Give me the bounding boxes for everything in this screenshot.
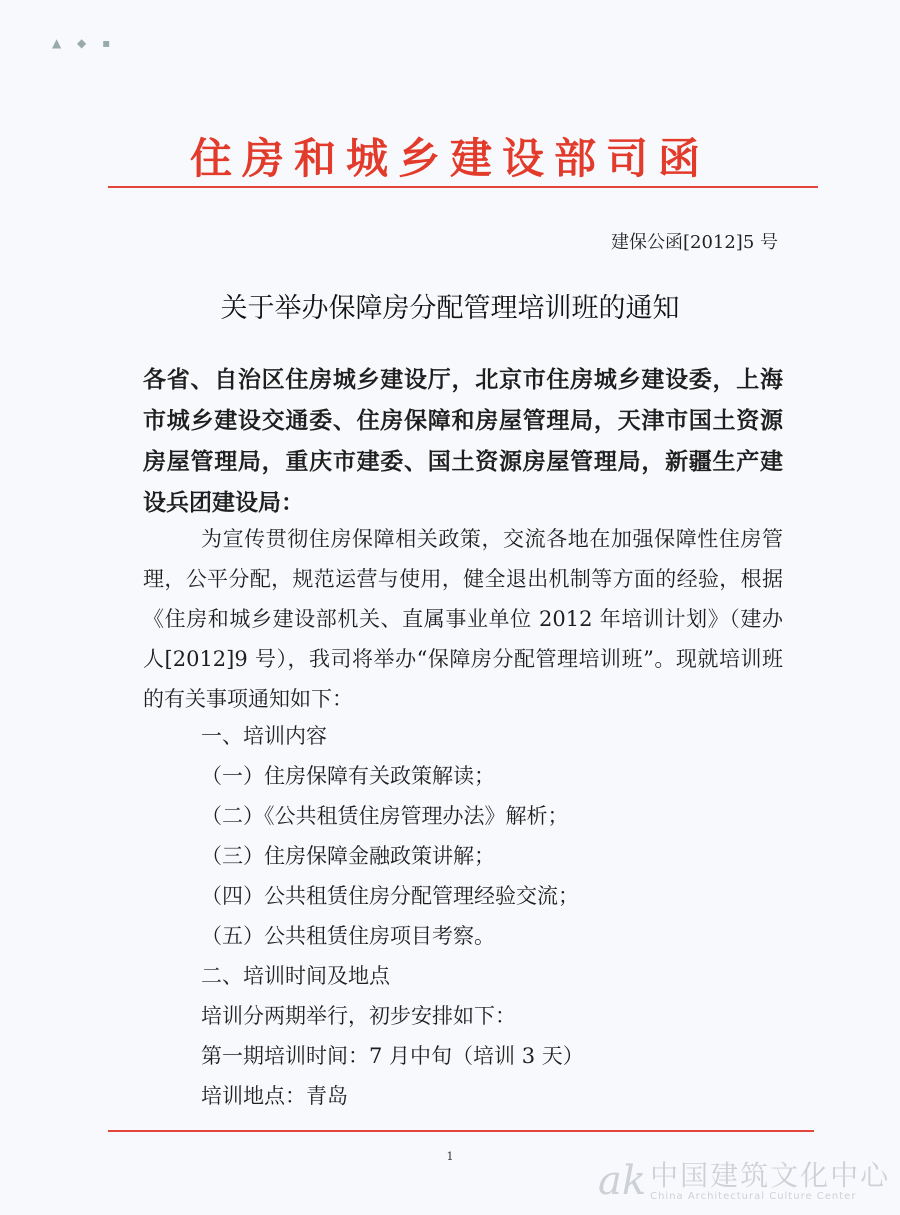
watermark-name-en: China Architectural Culture Center	[650, 1190, 857, 1202]
watermark-name-cn: 中国建筑文化中心	[650, 1158, 891, 1192]
content-item: （四）公共租赁住房分配管理经验交流；	[201, 884, 579, 908]
letterhead-rule	[108, 186, 818, 188]
recipients: 各省、自治区住房城乡建设厅，北京市住房城乡建设委，上海市城乡建设交通委、住房保障和房屋管理局，天津市国土资源房屋管理局，重庆市建委、国土资源房屋管理局，新疆生产建设兵团建设局：	[143, 367, 783, 516]
schedule-line: 培训地点：青岛	[201, 1084, 348, 1108]
scan-specks: ▲ ◆ ▪	[52, 36, 117, 50]
content-item: （二）《公共租赁住房管理办法》解析；	[201, 804, 569, 828]
section-heading-time-place: 二、培训时间及地点	[201, 964, 390, 988]
letterhead-title: 住房和城乡建设部司函	[189, 134, 710, 183]
content-item: （五）公共租赁住房项目考察。	[201, 924, 495, 948]
content-item: （三）住房保障金融政策讲解；	[201, 844, 495, 868]
document-number: 建保公函[2012]5 号	[610, 232, 778, 253]
schedule-line: 第一期培训时间：7 月中旬（培训 3 天）	[201, 1044, 584, 1068]
content-item: （一）住房保障有关政策解读；	[201, 764, 495, 788]
watermark	[598, 1158, 890, 1204]
section-heading-content: 一、培训内容	[201, 724, 327, 748]
schedule-line: 培训分两期举行，初步安排如下：	[201, 1004, 516, 1028]
notice-title: 关于举办保障房分配管理培训班的通知	[220, 293, 680, 324]
page-number: 1	[446, 1150, 454, 1163]
body-paragraph: 为宣传贯彻住房保障相关政策，交流各地在加强保障性住房管理，公平分配，规范运营与使用，健全退出机制等方面的经验，根据《住房和城乡建设部机关、直属事业单位 2012 年培训计划》（建办人[2012]9 号），我司将举办“保障房分配管理培训班”。现就培训班的有关事项通知如下：	[143, 527, 783, 711]
footer-rule	[108, 1130, 814, 1132]
watermark-logo-icon: ak	[598, 1158, 647, 1204]
